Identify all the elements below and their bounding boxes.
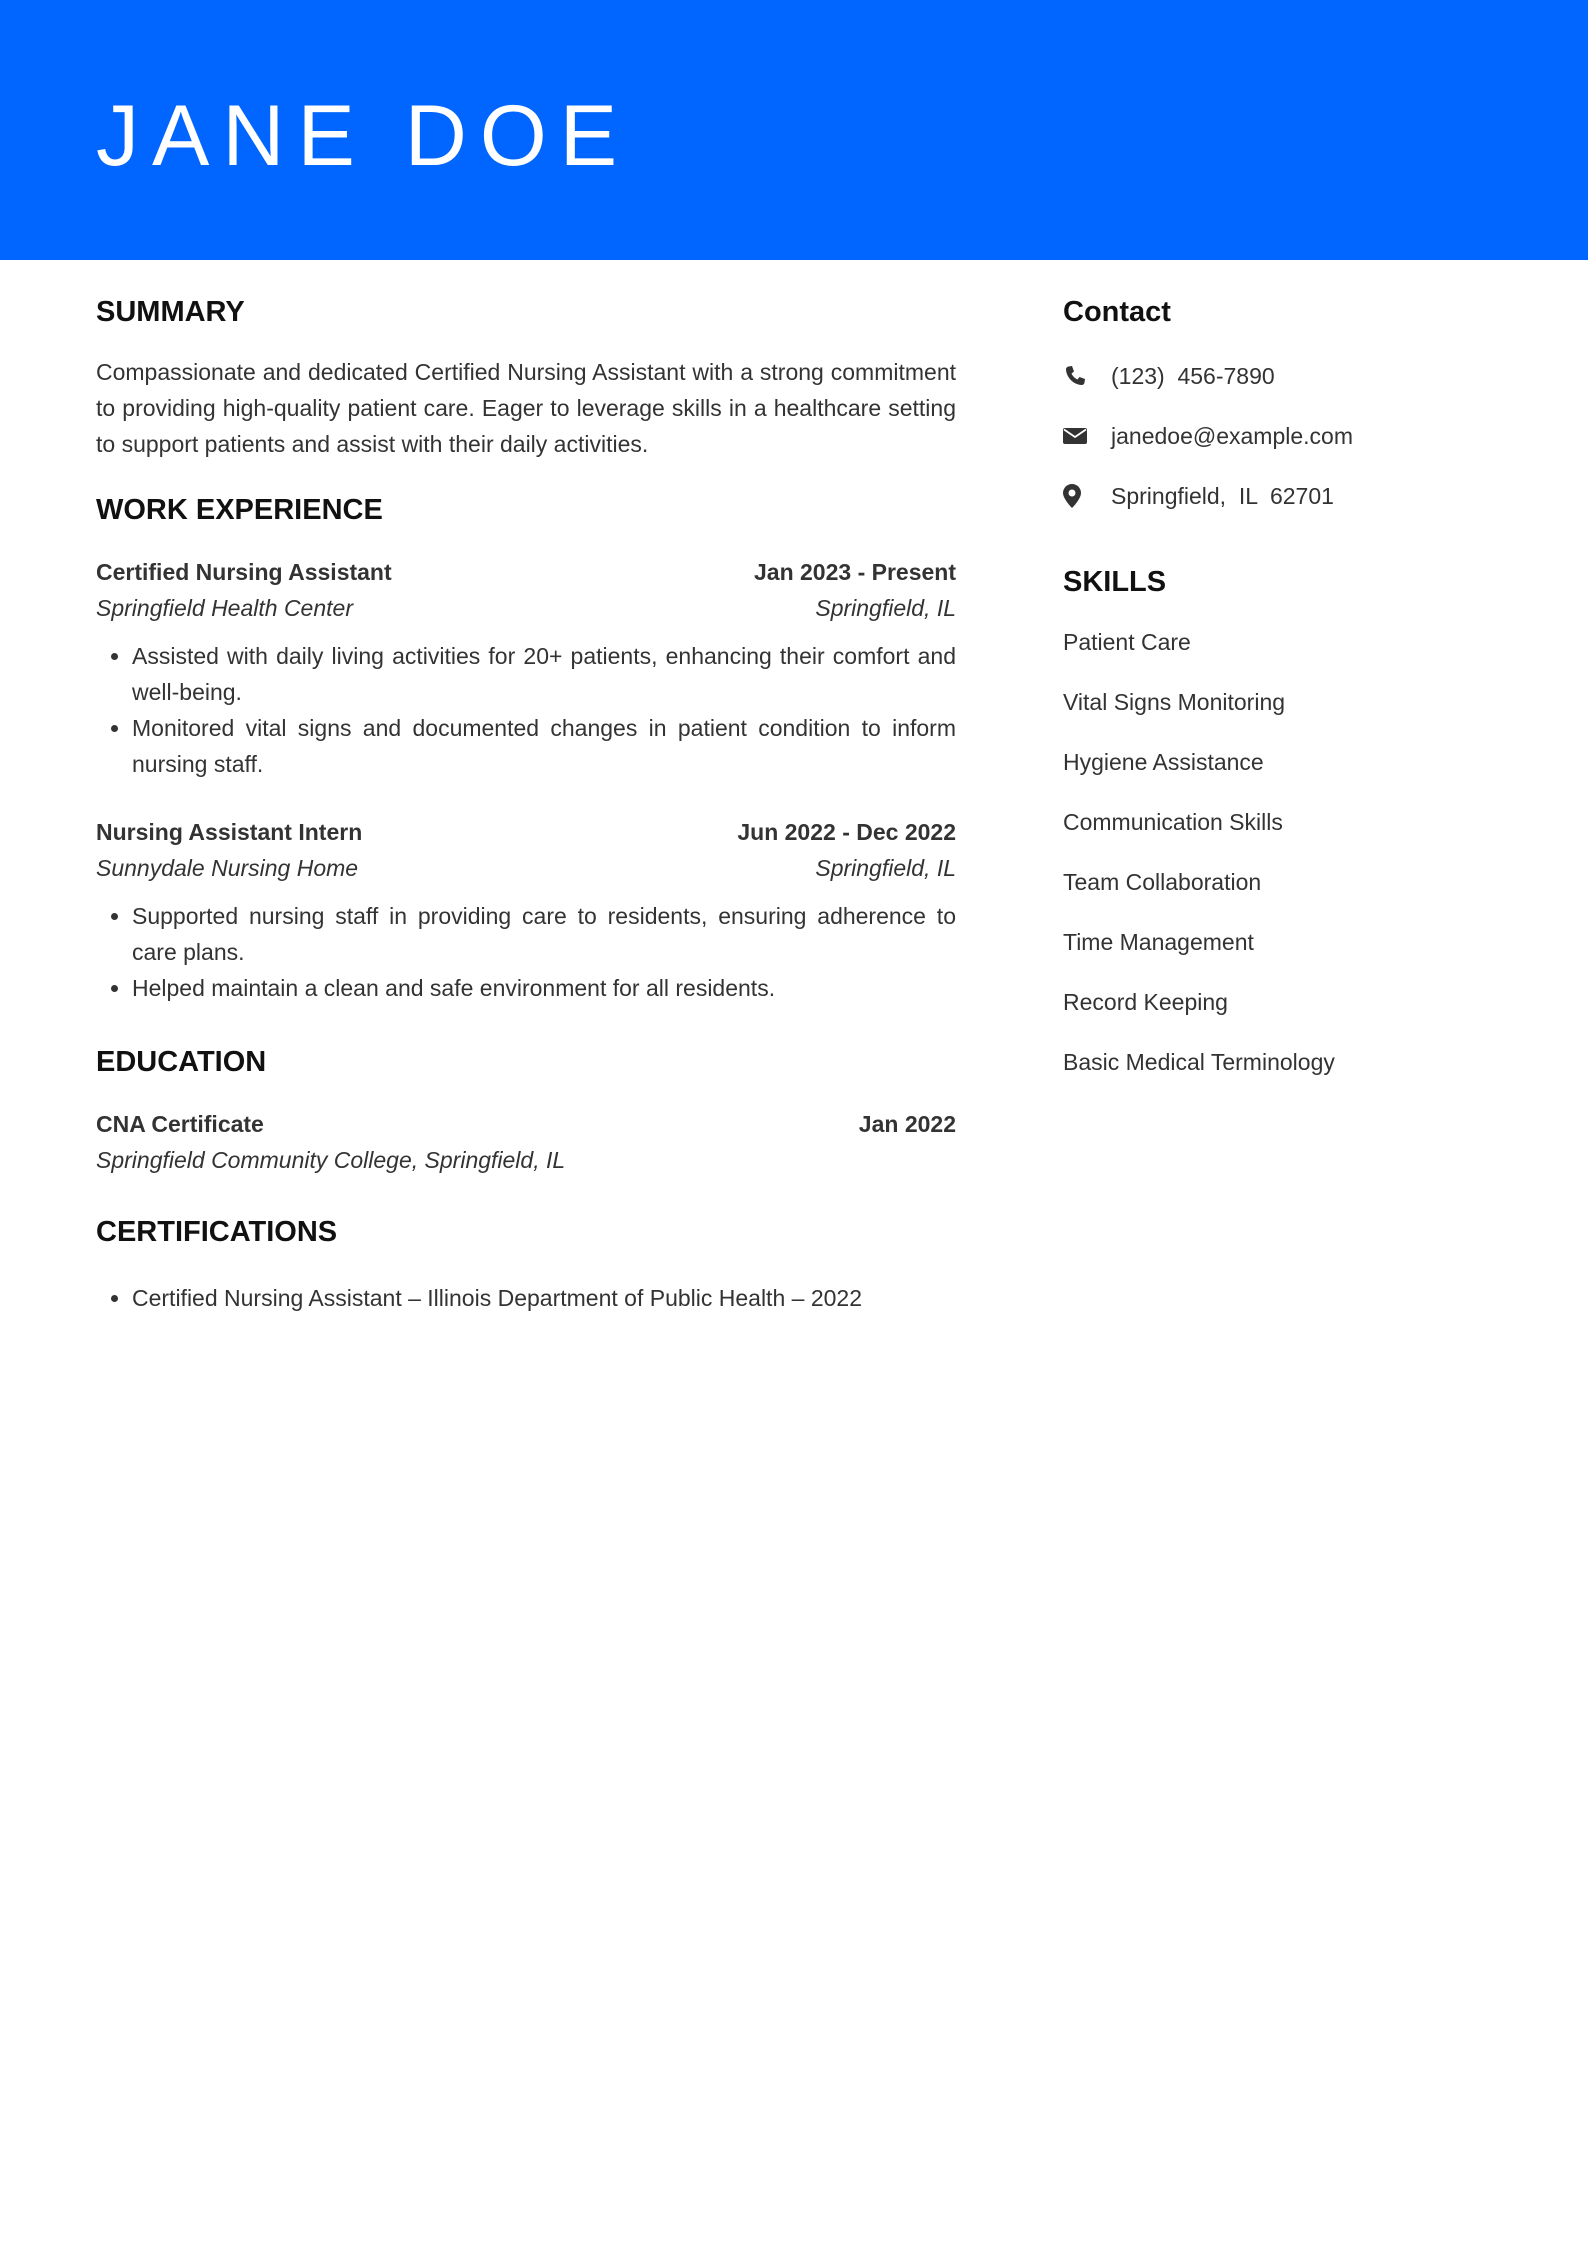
sidebar-column (1063, 292, 1493, 1104)
job-title: Nursing Assistant Intern (96, 819, 363, 845)
skill-item: Patient Care (1063, 629, 1191, 655)
skill-item: Hygiene Assistance (1063, 749, 1264, 775)
work-experience-heading: WORK EXPERIENCE (96, 494, 383, 526)
education-degree: CNA Certificate (96, 1111, 264, 1137)
education-school: Springfield Community College, Springfield, IL (96, 1147, 566, 1173)
job-company: Sunnydale Nursing Home (96, 855, 359, 881)
map-pin-icon (1063, 482, 1091, 510)
skills-list (1063, 624, 1493, 1080)
contact-location (1063, 478, 1493, 514)
envelope-icon (1063, 422, 1091, 450)
job-bullet: • Monitored vital signs and documented changes in patient condition to inform nursing staff. (132, 710, 956, 782)
education-entry (96, 1106, 956, 1178)
job-company: Springfield Health Center (96, 595, 353, 621)
job-entry (96, 554, 956, 782)
certifications-section (96, 1212, 956, 1316)
job-bullet: • Assisted with daily living activities for 20+ patients, enhancing their comfort and well-being. (132, 638, 956, 710)
phone-icon (1063, 362, 1091, 390)
summary-section (96, 292, 956, 462)
skill-item: Team Collaboration (1063, 869, 1262, 895)
skills-section (1063, 562, 1493, 1080)
skill-item: Time Management (1063, 929, 1254, 955)
contact-phone (1063, 358, 1493, 394)
header-banner (0, 0, 1588, 260)
skill-item: Vital Signs Monitoring (1063, 689, 1286, 715)
job-bullets (96, 898, 956, 1006)
contact-phone-text: (123) 456-7890 (1111, 362, 1275, 389)
work-experience-section (96, 490, 956, 1006)
skill-item: Record Keeping (1063, 989, 1228, 1015)
job-dates: Jan 2023 - Present (753, 559, 956, 585)
contact-email (1063, 418, 1493, 454)
job-location: Springfield, IL (815, 595, 956, 621)
certification-item: • Certified Nursing Assistant – Illinois Department of Public Health – 2022 (132, 1280, 956, 1316)
summary-text: Compassionate and dedicated Certified Nursing Assistant with a strong commitment to providing high-quality patient care. Eager to leverage skills in a healthcare setting to support patients and assist with their daily activities. (96, 359, 956, 457)
contact-email-text: janedoe@example.com (1111, 422, 1353, 449)
education-heading: EDUCATION (96, 1046, 267, 1078)
skill-item: Basic Medical Terminology (1063, 1049, 1335, 1075)
main-column (96, 292, 956, 1316)
contact-section (1063, 292, 1493, 514)
certifications-list (96, 1280, 956, 1316)
job-bullet: • Supported nursing staff in providing care to residents, ensuring adherence to care plans. (132, 898, 956, 970)
job-entry (96, 814, 956, 1006)
education-date: Jan 2022 (858, 1111, 956, 1137)
education-section (96, 1042, 956, 1178)
summary-heading: SUMMARY (96, 296, 245, 328)
contact-location-text: Springfield, IL 62701 (1111, 482, 1334, 509)
job-bullets (96, 638, 956, 782)
job-bullet: • Helped maintain a clean and safe environment for all residents. (132, 970, 956, 1006)
certifications-heading: CERTIFICATIONS (96, 1216, 338, 1248)
job-location: Springfield, IL (815, 855, 956, 881)
contact-heading: Contact (1063, 296, 1171, 328)
job-title: Certified Nursing Assistant (96, 559, 392, 585)
candidate-name: JANE DOE (96, 88, 631, 184)
skill-item: Communication Skills (1063, 809, 1283, 835)
skills-heading: SKILLS (1063, 566, 1167, 598)
job-dates: Jun 2022 - Dec 2022 (737, 819, 956, 845)
